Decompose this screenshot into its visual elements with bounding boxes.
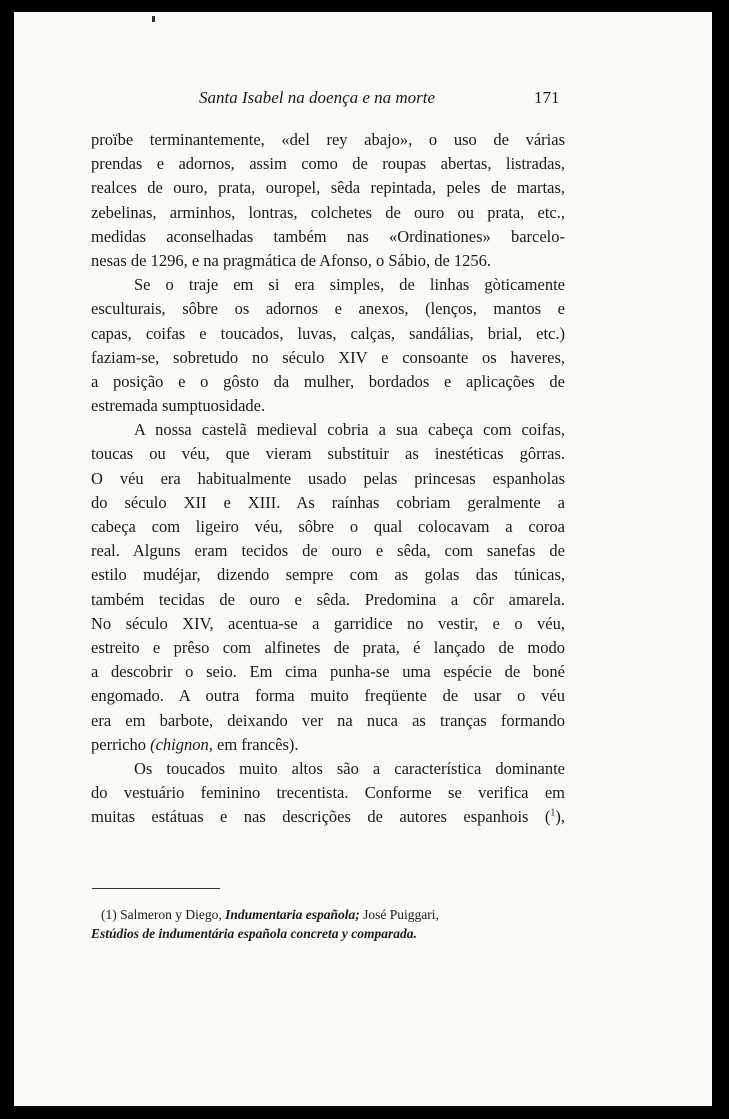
book-page — [14, 12, 712, 1106]
text-line: estilo mudéjar, dizendo sempre com as golas das túnicas, — [91, 565, 565, 585]
running-title: Santa Isabel na doença e na morte — [199, 88, 436, 107]
text-line: Se o traje em si era simples, de linhas gòticamente — [134, 275, 565, 295]
text-run: perricho — [91, 734, 146, 754]
text-line: esculturais, sôbre os adornos e anexos, (lenços, mantos e — [91, 299, 565, 319]
text-line: No século XIV, acentua-se a garridice no vestir, e o véu, — [91, 613, 565, 633]
text-line — [91, 805, 565, 829]
italic-term: (chignon, — [150, 734, 213, 754]
body-text — [91, 128, 565, 829]
text-line: engomado. A outra forma muito freqüente de usar o véu — [91, 686, 565, 706]
page-number: 171 — [534, 88, 560, 107]
text-line: realces de ouro, prata, ouropel, sêda repintada, peles de martas, — [91, 178, 565, 198]
text-line: O véu era habitualmente usado pelas princesas espanholas — [91, 468, 565, 488]
text-line: do vestuário feminino trecentista. Conforme se verifica em — [91, 783, 565, 803]
footnote-divider — [92, 888, 220, 889]
text-line: a posição e o gôsto da mulher, bordados e aplicações de — [91, 371, 565, 391]
text-line: capas, coifas e toucados, luvas, calças, sandálias, brial, etc.) — [91, 323, 565, 343]
text-run: ), — [555, 807, 565, 827]
text-line: A nossa castelã medieval cobria a sua cabeça com coifas, — [134, 420, 565, 440]
text-line: prendas e adornos, assim como de roupas abertas, listradas, — [91, 154, 565, 174]
text-run: muitas estátuas e nas descrições de autores espanhois ( — [91, 807, 551, 827]
footnote-ref: 1 — [550, 807, 556, 819]
text-run: em francês). — [217, 734, 299, 754]
text-line: cabeça com ligeiro véu, sôbre o qual colocavam a coroa — [91, 517, 565, 536]
text-line: nesas de 1296, e na pragmática de Afonso, o Sábio, de 1256. — [91, 250, 492, 270]
footnote-line — [91, 905, 565, 924]
text-line: também tecidas de ouro e sêda. Predomina a côr amarela. — [91, 589, 565, 609]
text-line: Os toucados muito altos são a característica dominante — [134, 758, 565, 778]
footnote-title: Estúdios de indumentária española concreta y comparada. — [91, 926, 417, 941]
footnote-marker: (1) — [101, 907, 117, 922]
text-line: a descobrir o seio. Em cima punha-se uma espécie de boné — [91, 662, 565, 682]
footnote — [91, 905, 565, 943]
footnote-title: Indumentaria española; — [225, 907, 360, 922]
text-line: era em barbote, deixando ver na nuca as tranças formando — [91, 710, 565, 730]
text-line: estreito e prêso com alfinetes de prata, é lançado de modo — [91, 637, 565, 657]
running-header — [14, 88, 712, 114]
text-line: proïbe terminantemente, «del rey abajo», o uso de várias — [91, 130, 565, 149]
text-line: toucas ou véu, que vieram substituir as inestéticas gôrras. — [91, 444, 565, 464]
footnote-author: Salmeron y Diego, — [120, 907, 222, 922]
text-line: faziam-se, sobretudo no século XIV e consoante os haveres, — [91, 347, 565, 367]
text-line — [91, 733, 565, 757]
text-line: real. Alguns eram tecidos de ouro e sêda, com sanefas de — [91, 541, 565, 561]
text-line: estremada sumptuosidade. — [91, 396, 266, 416]
text-line: zebelinas, arminhos, lontras, colchetes de ouro ou prata, etc., — [91, 202, 565, 222]
footnote-line — [91, 924, 565, 943]
text-line: do século XII e XIII. As raínhas cobriam geralmente a — [91, 492, 565, 512]
print-mark — [152, 16, 155, 22]
footnote-author: José Puiggari, — [363, 907, 439, 922]
text-line: medidas aconselhadas também nas «Ordinationes» barcelo- — [91, 226, 565, 246]
